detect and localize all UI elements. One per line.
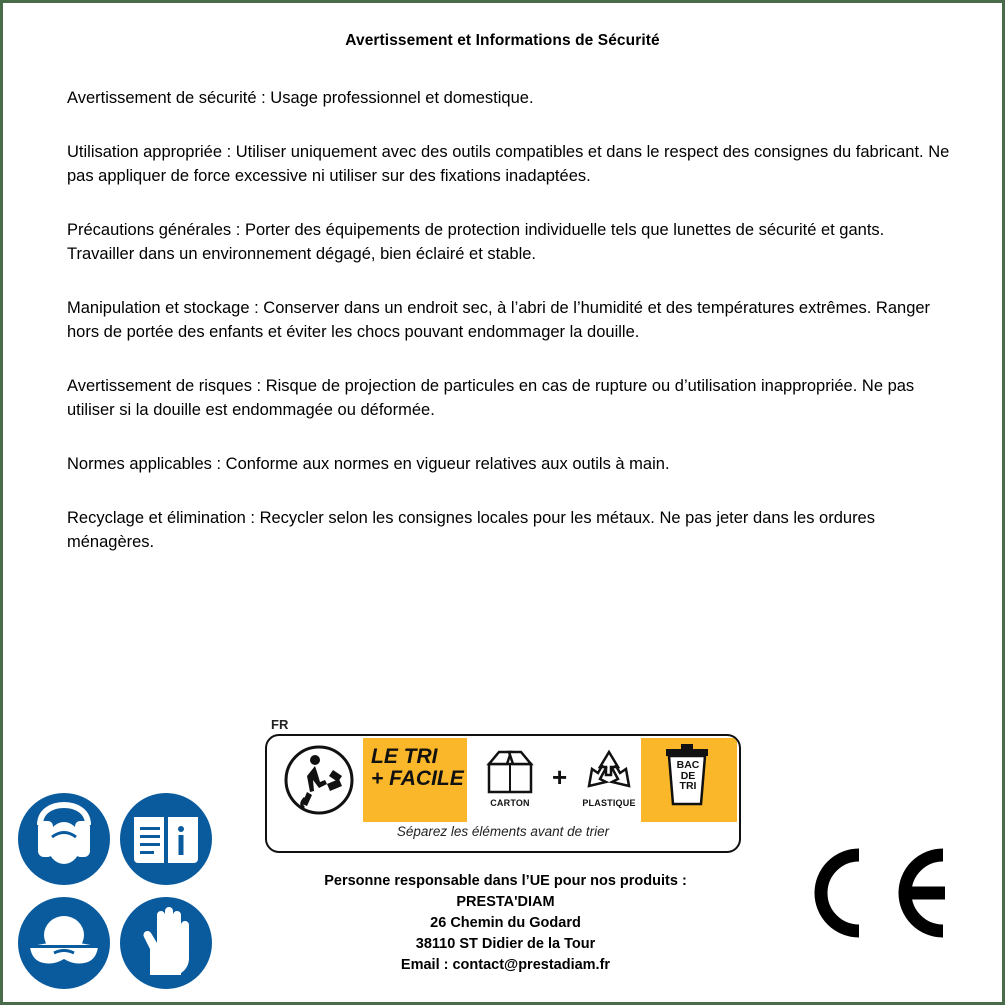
country-tag: FR: [271, 717, 289, 732]
paragraph: Précautions générales : Porter des équipements de protection individuelle tels que lunettes de sécurité et gants. Travailler dans un environnement dégagé, bien éclairé et stable.: [67, 221, 885, 263]
responsible-line-1: Personne responsable dans l’UE pour nos produits :: [324, 873, 687, 889]
plastique-caption: PLASTIQUE: [582, 798, 636, 808]
responsible-line-4: 38110 ST Didier de la Tour: [415, 936, 596, 952]
paragraph: Avertissement de risques : Risque de projection de particules en cas de rupture ou d’utilisation inappropriée. Ne pas utiliser si la douille est endommagée ou déformée.: [67, 377, 915, 419]
carton-box-icon: [479, 746, 541, 796]
page-title: Avertissement et Informations de Sécurité: [345, 32, 660, 49]
paragraph: Avertissement de sécurité : Usage professionnel et domestique.: [67, 89, 534, 107]
footer-zone: [3, 703, 1005, 1005]
paragraph: Utilisation appropriée : Utiliser uniquement avec des outils compatibles et dans le respect des consignes du fabricant. Ne pas appliquer de force excessive ni utiliser sur des fixations inadaptées.: [67, 143, 950, 185]
paragraph: Recyclage et élimination : Recycler selon les consignes locales pour les métaux. Ne pas jeter dans les ordures ménagères.: [67, 509, 875, 551]
ce-mark-icon: [803, 843, 953, 943]
safety-text-body: [3, 86, 1005, 554]
responsible-line-3: 26 Chemin du Godard: [430, 915, 581, 931]
triman-icon: [281, 744, 357, 816]
bin-caption-line2: DE: [680, 769, 696, 782]
info-tri-box: [265, 734, 741, 853]
bin-caption: [663, 760, 713, 792]
tri-headline-line1: LE TRI: [371, 745, 438, 768]
info-tri-label: [265, 717, 737, 849]
responsible-line-5: Email : contact@prestadiam.fr: [400, 957, 611, 973]
paragraph: Normes applicables : Conforme aux normes en vigueur relatives aux outils à main.: [67, 455, 670, 473]
bin-caption-line3: TRI: [679, 780, 697, 792]
plastique-recycle-icon: [579, 746, 639, 796]
tri-headline: [371, 746, 467, 790]
tri-headline-line2: + FACILE: [371, 767, 464, 790]
carton-caption: CARTON: [490, 798, 530, 808]
bin-caption-line1: BAC: [676, 759, 700, 771]
paragraph: Manipulation et stockage : Conserver dans un endroit sec, à l’abri de l’humidité et des températures extrêmes. Ranger hors de portée des enfants et éviter les chocs pouvant endommager la douille.: [67, 299, 931, 341]
tri-footer-text: Séparez les éléments avant de trier: [396, 824, 610, 839]
responsible-line-2: PRESTA'DIAM: [456, 894, 555, 910]
plus-sign: +: [552, 762, 568, 792]
